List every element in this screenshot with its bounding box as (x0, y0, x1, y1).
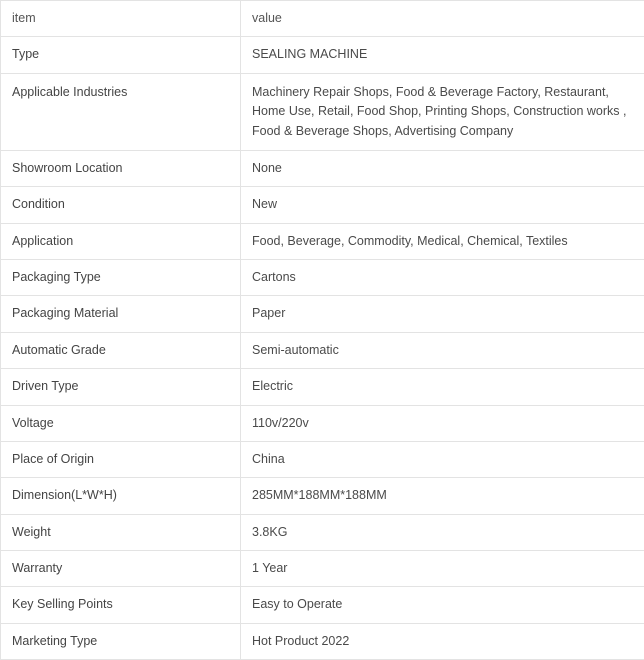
spec-value: Easy to Operate (241, 587, 644, 623)
spec-label: Application (1, 223, 241, 259)
table-row (1, 441, 644, 477)
spec-label: Showroom Location (1, 150, 241, 186)
spec-label: Automatic Grade (1, 332, 241, 368)
table-row (1, 514, 644, 550)
column-header-item: item (1, 1, 241, 37)
spec-label: Condition (1, 187, 241, 223)
column-header-value: value (241, 1, 644, 37)
spec-label: Marketing Type (1, 623, 241, 659)
spec-label: Driven Type (1, 369, 241, 405)
spec-value: Paper (241, 296, 644, 332)
spec-label: Warranty (1, 551, 241, 587)
spec-value: Hot Product 2022 (241, 623, 644, 659)
spec-label: Dimension(L*W*H) (1, 478, 241, 514)
specifications-table-body (1, 1, 644, 660)
spec-value: SEALING MACHINE (241, 37, 644, 73)
spec-label: Type (1, 37, 241, 73)
spec-value: 1 Year (241, 551, 644, 587)
table-row (1, 478, 644, 514)
table-row (1, 623, 644, 659)
table-row (1, 369, 644, 405)
spec-label: Packaging Material (1, 296, 241, 332)
table-row (1, 332, 644, 368)
table-row (1, 223, 644, 259)
spec-value: 3.8KG (241, 514, 644, 550)
spec-value: Machinery Repair Shops, Food & Beverage Factory, Restaurant, Home Use, Retail, Food Shop, Printing Shops, Construction works , Food & Beverage Shops, Advertising Company (241, 73, 644, 150)
table-header-row (1, 1, 644, 37)
table-row (1, 296, 644, 332)
table-row (1, 551, 644, 587)
table-row (1, 37, 644, 73)
table-row (1, 73, 644, 150)
spec-value: Cartons (241, 260, 644, 296)
spec-label: Weight (1, 514, 241, 550)
spec-label: Voltage (1, 405, 241, 441)
spec-value: 285MM*188MM*188MM (241, 478, 644, 514)
spec-label: Key Selling Points (1, 587, 241, 623)
spec-value: Food, Beverage, Commodity, Medical, Chemical, Textiles (241, 223, 644, 259)
spec-value: None (241, 150, 644, 186)
table-row (1, 150, 644, 186)
spec-label: Packaging Type (1, 260, 241, 296)
spec-value: Electric (241, 369, 644, 405)
table-row (1, 405, 644, 441)
table-row (1, 187, 644, 223)
spec-label: Place of Origin (1, 441, 241, 477)
spec-label: Applicable Industries (1, 73, 241, 150)
table-row (1, 587, 644, 623)
table-row (1, 260, 644, 296)
spec-value: Semi-automatic (241, 332, 644, 368)
spec-value: New (241, 187, 644, 223)
spec-value: 110v/220v (241, 405, 644, 441)
spec-value: China (241, 441, 644, 477)
